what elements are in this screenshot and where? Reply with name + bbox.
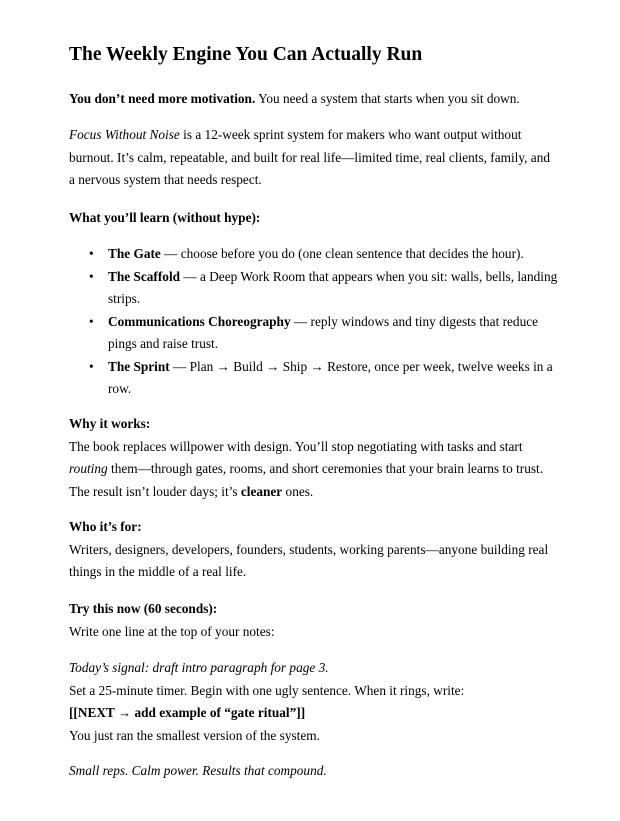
why-heading: Why it works: (69, 416, 151, 431)
list-item (69, 356, 559, 401)
description-paragraph (69, 124, 559, 192)
why-section (69, 413, 559, 503)
try-done: You just ran the smallest version of the system. (69, 727, 320, 743)
learn-heading: What you’ll learn (without hype): (69, 210, 261, 225)
try-next: [[NEXT → add example of “gate ritual”]] (69, 705, 306, 720)
try-heading: Try this now (60 seconds): (69, 601, 218, 616)
try-timer: Set a 25-minute timer. Begin with one ugly sentence. When it rings, write: (69, 682, 465, 698)
why-text-1: The book replaces willpower with design. You’ll stop negotiating with tasks and start (69, 438, 523, 454)
why-text (69, 436, 559, 504)
book-title: Focus Without Noise (69, 127, 180, 142)
item-term: Communications Choreography (108, 313, 291, 329)
intro-bold: You don’t need more motivation. (69, 91, 256, 106)
try-signal: Today’s signal: draft intro paragraph for page 3. (69, 660, 329, 675)
item-term: The Sprint (108, 358, 170, 374)
item-text: — a Deep Work Room that appears when you sit: walls, bells, landing strips. (108, 268, 558, 306)
why-italic: routing (69, 461, 108, 476)
try-line1: Write one line at the top of your notes: (69, 623, 275, 639)
description-text: is a 12-week sprint system for makers who want output without burnout. It’s calm, repeatable, and built for real life—limited time, real clients, family, and a nervous system that needs respect. (69, 127, 550, 187)
intro-text: You need a system that starts when you sit down. (255, 91, 520, 106)
who-section (69, 516, 559, 584)
intro-paragraph (69, 88, 559, 111)
item-text: — choose before you do (one clean sentence that decides the hour). (160, 246, 524, 261)
learn-list (69, 243, 559, 401)
why-text-2: them—through gates, rooms, and short ceremonies that your brain learns to trust. The result isn’t louder days; it’s (69, 461, 544, 499)
item-term: The Gate (108, 246, 161, 261)
item-text: — reply windows and tiny digests that reduce pings and raise trust. (108, 313, 539, 351)
page-title: The Weekly Engine You Can Actually Run (69, 44, 423, 65)
why-bold: cleaner (240, 483, 283, 499)
item-term: The Scaffold (108, 268, 181, 284)
list-item (69, 311, 559, 356)
who-heading: Who it’s for: (69, 519, 142, 534)
closing-line: Small reps. Calm power. Results that compound. (69, 763, 327, 778)
list-item (69, 243, 559, 266)
why-text-3: ones. (282, 483, 314, 499)
list-item (69, 266, 559, 311)
who-text: Writers, designers, developers, founders, students, working parents—anyone building real things in the middle of a real life. (69, 541, 549, 579)
item-text: — Plan → Build → Ship → Restore, once per week, twelve weeks in a row. (108, 358, 553, 396)
try-section (69, 598, 559, 747)
